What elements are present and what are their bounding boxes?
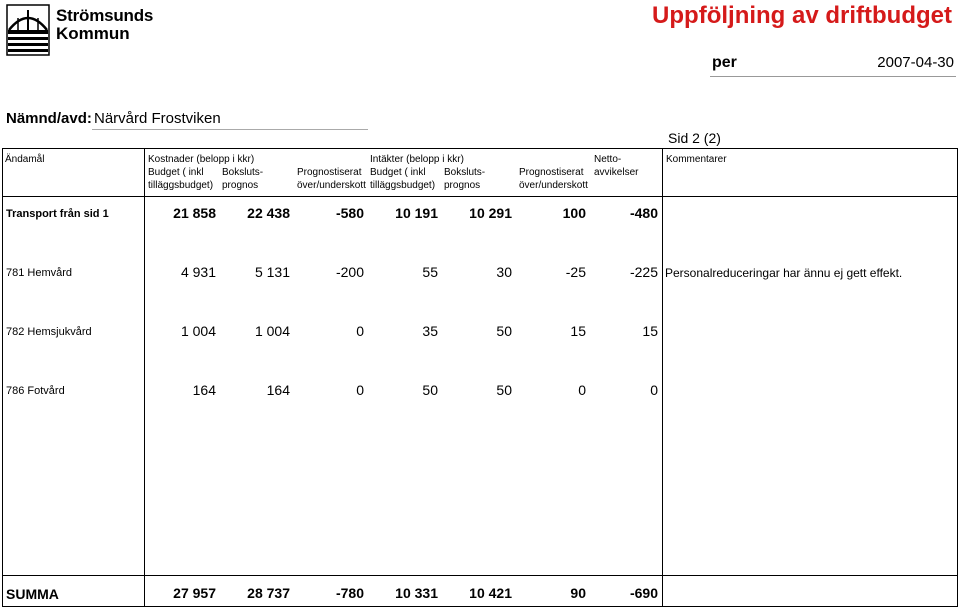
- cell-int-prognos: 50: [496, 323, 512, 339]
- cell-netto: -225: [629, 264, 658, 280]
- cell-netto: -480: [629, 205, 658, 221]
- cell-int-avvikelse: -25: [565, 264, 586, 280]
- cell-kost-budget: 4 931: [180, 264, 216, 280]
- bridge-emblem-icon: [6, 4, 50, 56]
- cell-kost-prognos: 22 438: [247, 205, 290, 221]
- logo-text-line2: Kommun: [56, 24, 130, 43]
- header-int-prognos-sub: över/underskott: [519, 180, 588, 191]
- document-title: Uppföljning av driftbudget: [652, 2, 952, 29]
- summa-label: SUMMA: [6, 586, 59, 602]
- header-kost-budget-sub: tilläggsbudget): [148, 180, 214, 191]
- cell-int-budget: 55: [422, 264, 438, 280]
- cell-int-avvikelse: 0: [578, 382, 586, 398]
- cell-int-avvikelse: 90: [570, 585, 586, 601]
- cell-kost-avvikelse: 0: [356, 382, 364, 398]
- header-kost-prognos: Prognostiserat: [297, 167, 362, 178]
- header-kost-budget: Budget ( inkl: [148, 167, 204, 178]
- cell-kost-budget: 164: [192, 382, 216, 398]
- cell-kost-avvikelse: -200: [335, 264, 364, 280]
- header-netto: Netto-: [594, 154, 622, 165]
- page-number: Sid 2 (2): [668, 130, 721, 146]
- cell-int-budget: 10 191: [395, 205, 438, 221]
- cell-kost-prognos: 28 737: [247, 585, 290, 601]
- cell-kost-budget: 21 858: [173, 205, 216, 221]
- namnd-value: Närvård Frostviken: [94, 110, 221, 127]
- row-label: 782 Hemsjukvård: [6, 326, 92, 338]
- header-avvikelser: avvikelser: [594, 167, 639, 178]
- header-int-budget: Budget ( inkl: [370, 167, 426, 178]
- cell-kost-prognos: 5 131: [254, 264, 290, 280]
- table-row: [2, 382, 958, 402]
- cell-int-budget: 35: [422, 323, 438, 339]
- namnd-underline: [92, 129, 368, 130]
- header-andamal: Ändamål: [5, 154, 45, 165]
- header-int-budget-sub: tilläggsbudget): [370, 180, 436, 191]
- header-kost-boksluts-sub: prognos: [222, 180, 259, 191]
- per-label: per: [712, 54, 737, 71]
- cell-int-budget: 50: [422, 382, 438, 398]
- cell-kost-avvikelse: -780: [335, 585, 364, 601]
- stromsund-logo: [6, 4, 156, 56]
- per-date: 2007-04-30: [877, 54, 954, 71]
- table-row: [2, 205, 958, 225]
- header-kost-boksluts: Boksluts-: [222, 167, 264, 178]
- per-underline: [710, 76, 956, 77]
- header-int-boksluts: Boksluts-: [444, 167, 486, 178]
- row-label: 786 Fotvård: [6, 385, 65, 397]
- row-label: Transport från sid 1: [6, 208, 109, 220]
- header-kostnader: Kostnader (belopp i kkr): [148, 154, 255, 165]
- header-kommentarer: Kommentarer: [666, 154, 727, 165]
- cell-int-prognos: 30: [496, 264, 512, 280]
- cell-netto: -690: [629, 585, 658, 601]
- header-int-boksluts-sub: prognos: [444, 180, 481, 191]
- row-label: 781 Hemvård: [6, 267, 73, 279]
- row-comment: Personalreduceringar har ännu ej gett effekt.: [665, 266, 903, 280]
- table-row: [2, 323, 958, 343]
- summa-divider: [2, 575, 958, 576]
- header-kost-prognos-sub: över/underskott: [297, 180, 366, 191]
- header-divider: [2, 196, 958, 197]
- cell-kost-avvikelse: 0: [356, 323, 364, 339]
- cell-int-avvikelse: 15: [570, 323, 586, 339]
- cell-int-budget: 10 331: [395, 585, 438, 601]
- logo-text-line1: Strömsunds: [56, 6, 154, 25]
- cell-kost-avvikelse: -580: [335, 205, 364, 221]
- cell-kost-budget: 27 957: [173, 585, 216, 601]
- cell-int-prognos: 10 421: [469, 585, 512, 601]
- cell-kost-prognos: 164: [266, 382, 290, 398]
- cell-int-prognos: 50: [496, 382, 512, 398]
- cell-int-avvikelse: 100: [562, 205, 586, 221]
- namnd-label: Nämnd/avd:: [6, 110, 92, 127]
- header-intakter: Intäkter (belopp i kkr): [370, 154, 464, 165]
- cell-netto: 0: [650, 382, 658, 398]
- cell-kost-prognos: 1 004: [254, 323, 290, 339]
- cell-netto: 15: [642, 323, 658, 339]
- cell-kost-budget: 1 004: [180, 323, 216, 339]
- cell-int-prognos: 10 291: [469, 205, 512, 221]
- header-int-prognos: Prognostiserat: [519, 167, 584, 178]
- table-row: [2, 264, 958, 284]
- summa-row: [2, 585, 958, 605]
